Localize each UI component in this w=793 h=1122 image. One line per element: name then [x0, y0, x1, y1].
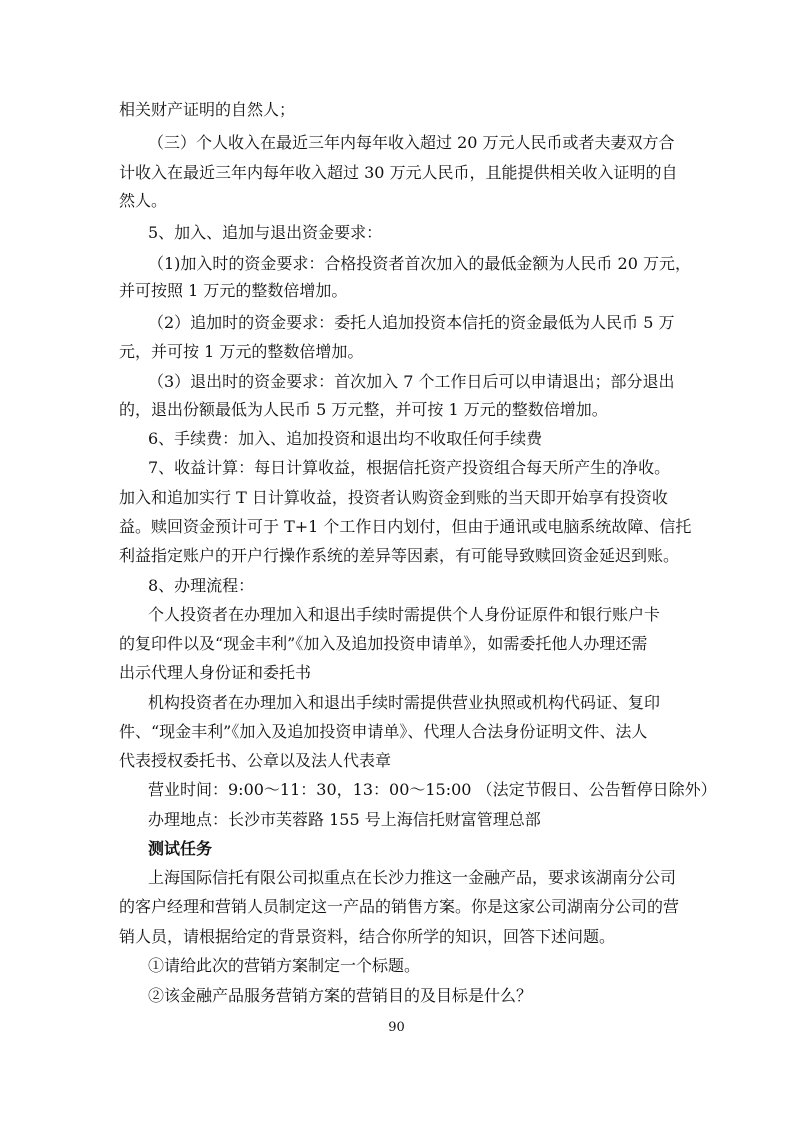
text-line: （三）个人收入在最近三年内每年收入超过 20 万元人民币或者夫妻双方合 [148, 133, 675, 152]
text-line: 利益指定账户的开户行操作系统的差异等因素，有可能导致赎回资金延迟到账。 [119, 546, 680, 565]
section-heading: 8、办理流程： [148, 576, 255, 595]
text-line: 计收入在最近三年内每年收入超过 30 万元人民币，且能提供相关收入证明的自 [119, 163, 678, 182]
question-item: ①请给此次的营销方案制定一个标题。 [148, 956, 421, 975]
text-line: 上海国际信托有限公司拟重点在长沙力推这一金融产品，要求该湖南分公司 [148, 868, 677, 887]
text-line: （3）退出时的资金要求：首次加入 7 个工作日后可以申请退出；部分退出 [148, 372, 675, 391]
task-heading: 测试任务 [148, 839, 213, 858]
business-hours: 营业时间：9:00～11：30，13：00～15:00 （法定节假日、公告暂停日除外） [148, 780, 717, 799]
text-line: （2）追加时的资金要求：委托人追加投资本信托的资金最低为人民币 5 万 [148, 313, 675, 332]
section-heading: 7、收益计算：每日计算收益，根据信托资产投资组合每天所产生的净收。 [148, 458, 671, 477]
text-line: 的复印件以及“现金丰利”《加入及追加投资申请单》，如需委托他人办理还需 [119, 634, 648, 653]
text-line: 相关财产证明的自然人； [119, 100, 296, 119]
text-line: （1)加入时的资金要求：合格投资者首次加入的最低金额为人民币 20 万元， [148, 254, 691, 273]
section-heading: 6、手续费：加入、追加投资和退出均不收取任何手续费 [148, 429, 543, 448]
text-line: 的，退出份额最低为人民币 5 万元整，并可按 1 万元的整数倍增加。 [119, 400, 608, 419]
text-line: 机构投资者在办理加入和退出手续时需提供营业执照或机构代码证、复印 [148, 693, 661, 712]
section-heading: 5、加入、追加与退出资金要求： [148, 223, 383, 242]
text-line: 的客户经理和营销人员制定这一产品的销售方案。你是这家公司湖南分公司的营 [119, 897, 680, 916]
text-line: 个人投资者在办理加入和退出手续时需提供个人身份证原件和银行账户卡 [148, 605, 661, 624]
text-line: 然人。 [119, 191, 168, 210]
question-item: ②该金融产品服务营销方案的营销目的及目标是什么？ [148, 986, 533, 1005]
text-line: 元，并可按 1 万元的整数倍增加。 [119, 342, 364, 361]
text-line: 销人员，请根据给定的背景资料，结合你所学的知识，回答下述问题。 [119, 927, 616, 946]
text-line: 件、“现金丰利”《加入及追加投资申请单》、代理人合法身份证明文件、法人 [119, 722, 648, 741]
text-line: 益。赎回资金预计可于 T+1 个工作日内划付，但由于通讯或电脑系统故障、信托 [119, 517, 692, 536]
text-line: 加入和追加实行 T 日计算收益，投资者认购资金到账的当天即开始享有投资收 [119, 488, 668, 507]
text-line: 并可按照 1 万元的整数倍增加。 [119, 281, 348, 300]
page-number: 90 [388, 1020, 405, 1035]
office-address: 办理地点：长沙市芙蓉路 155 号上海信托财富管理总部 [148, 810, 541, 829]
text-line: 代表授权委托书、公章以及法人代表章 [119, 751, 392, 770]
text-line: 出示代理人身份证和委托书 [119, 663, 312, 682]
